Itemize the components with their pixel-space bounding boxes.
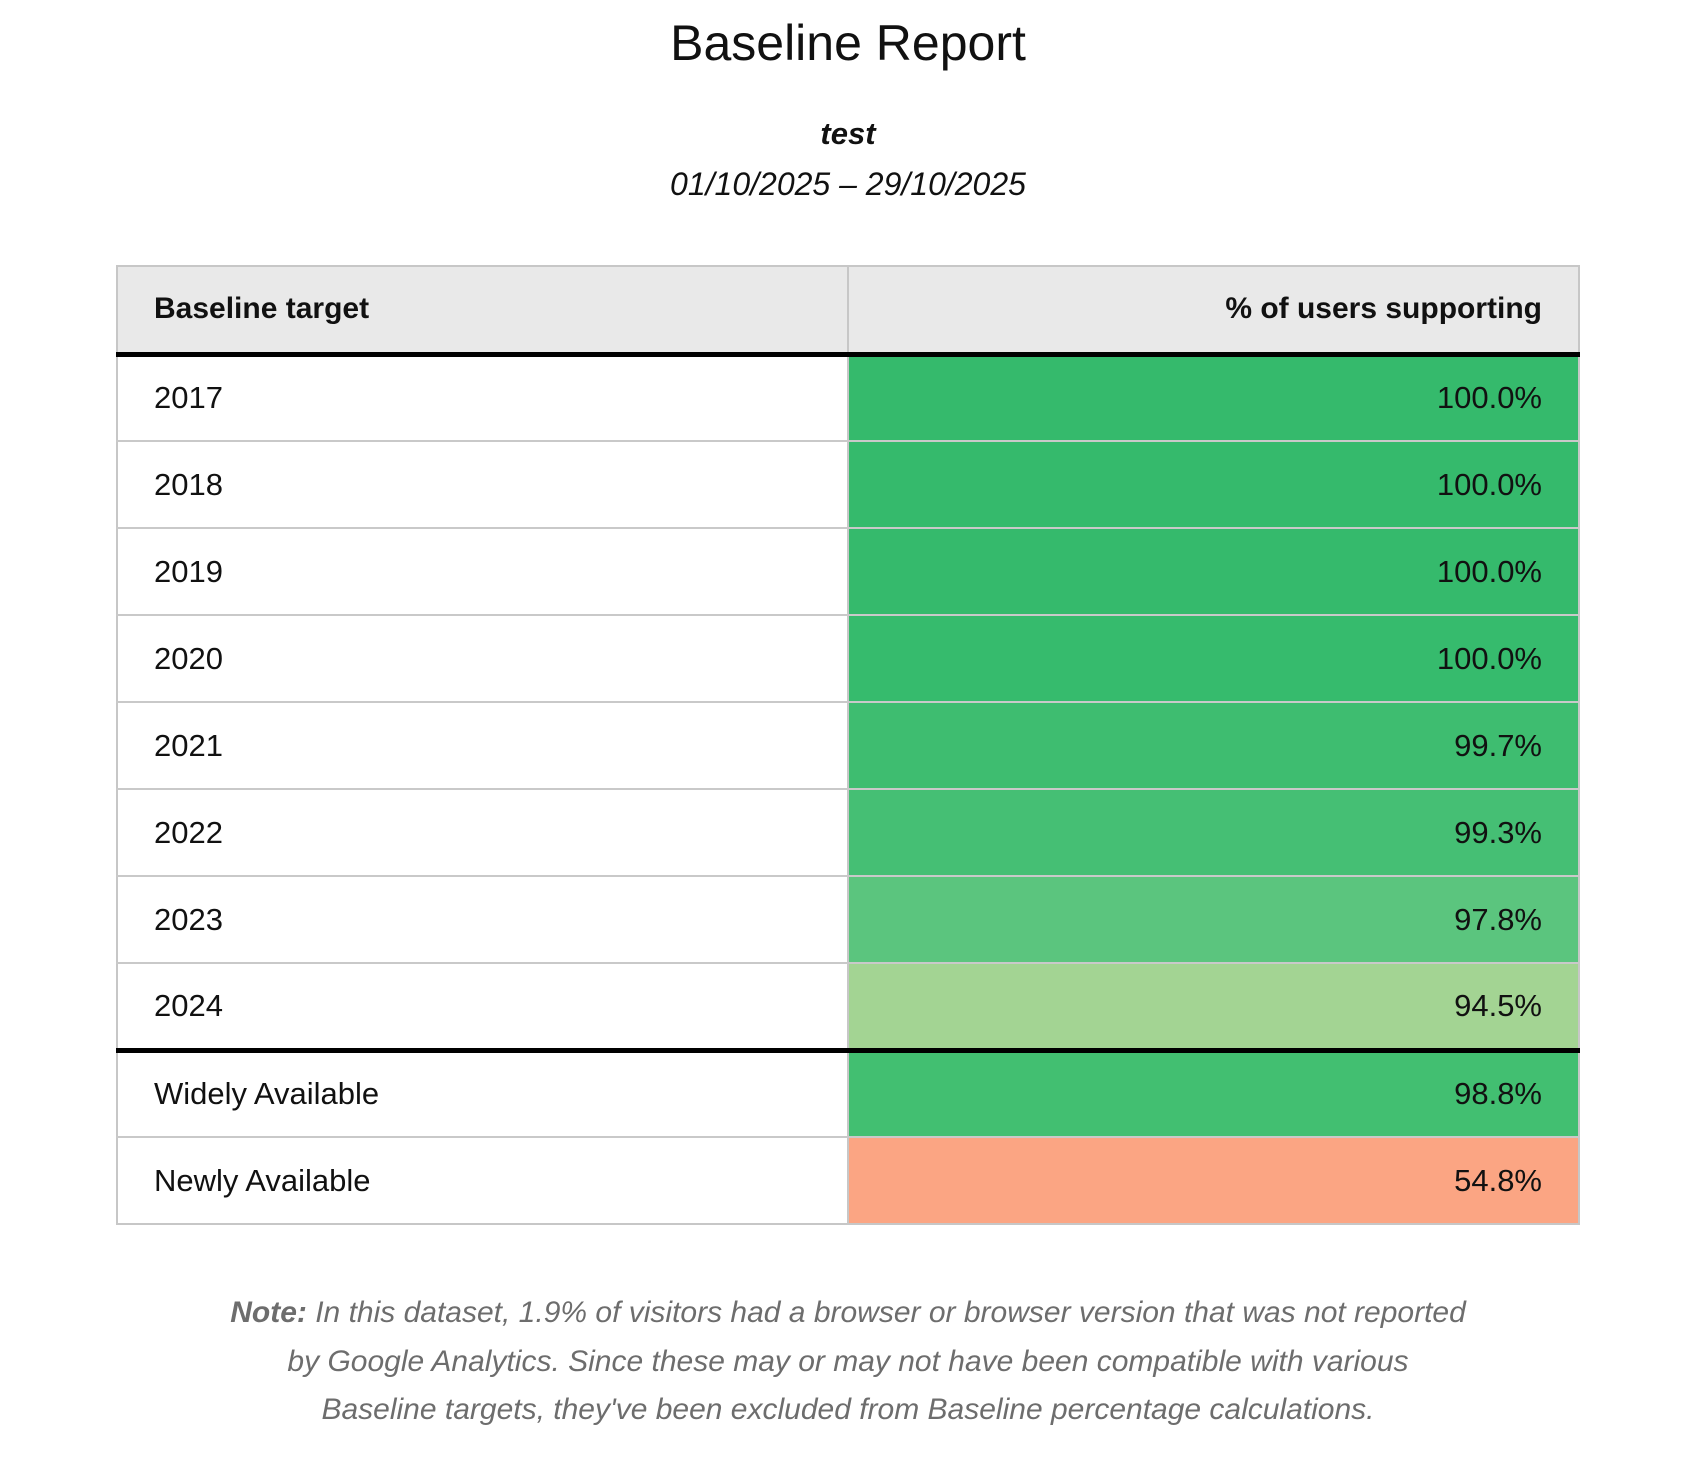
report-date-range: 01/10/2025 – 29/10/2025 — [670, 166, 1026, 202]
percent-cell: 100.0% — [848, 354, 1579, 441]
baseline-table — [116, 265, 1580, 1225]
report-note — [228, 1289, 1468, 1435]
percent-cell: 99.7% — [848, 702, 1579, 789]
column-header-percent-supporting: % of users supporting — [848, 266, 1579, 354]
percent-cell: 100.0% — [848, 528, 1579, 615]
baseline-target-cell: 2017 — [117, 354, 848, 441]
table-row — [117, 528, 1579, 615]
baseline-target-cell: Widely Available — [117, 1050, 848, 1137]
percent-cell: 54.8% — [848, 1137, 1579, 1224]
table-row — [117, 963, 1579, 1050]
percent-cell: 100.0% — [848, 615, 1579, 702]
note-text: In this dataset, 1.9% of visitors had a browser or browser version that was not reported by Google Analytics. Since these may or may not have been compatible with various Baseline targets, they've been excluded from Baseline percentage calculations. — [287, 1296, 1466, 1427]
baseline-target-cell: 2022 — [117, 789, 848, 876]
table-row — [117, 615, 1579, 702]
page-title: Baseline Report — [670, 15, 1026, 71]
percent-cell: 98.8% — [848, 1050, 1579, 1137]
table-row — [117, 441, 1579, 528]
baseline-target-cell: 2021 — [117, 702, 848, 789]
table-header-row — [117, 266, 1579, 354]
baseline-target-cell: 2020 — [117, 615, 848, 702]
column-header-baseline-target: Baseline target — [117, 266, 848, 354]
percent-cell: 100.0% — [848, 441, 1579, 528]
table-row — [117, 1137, 1579, 1224]
note-label: Note: — [230, 1296, 307, 1329]
table-row — [117, 702, 1579, 789]
percent-cell: 99.3% — [848, 789, 1579, 876]
report-subtitle: test — [820, 116, 876, 151]
percent-cell: 97.8% — [848, 876, 1579, 963]
baseline-target-cell: 2019 — [117, 528, 848, 615]
table-row — [117, 1050, 1579, 1137]
baseline-target-cell: 2018 — [117, 441, 848, 528]
baseline-target-cell: 2024 — [117, 963, 848, 1050]
report-page — [0, 14, 1696, 1435]
table-row — [117, 354, 1579, 441]
table-row — [117, 876, 1579, 963]
percent-cell: 94.5% — [848, 963, 1579, 1050]
table-row — [117, 789, 1579, 876]
baseline-target-cell: Newly Available — [117, 1137, 848, 1224]
baseline-target-cell: 2023 — [117, 876, 848, 963]
